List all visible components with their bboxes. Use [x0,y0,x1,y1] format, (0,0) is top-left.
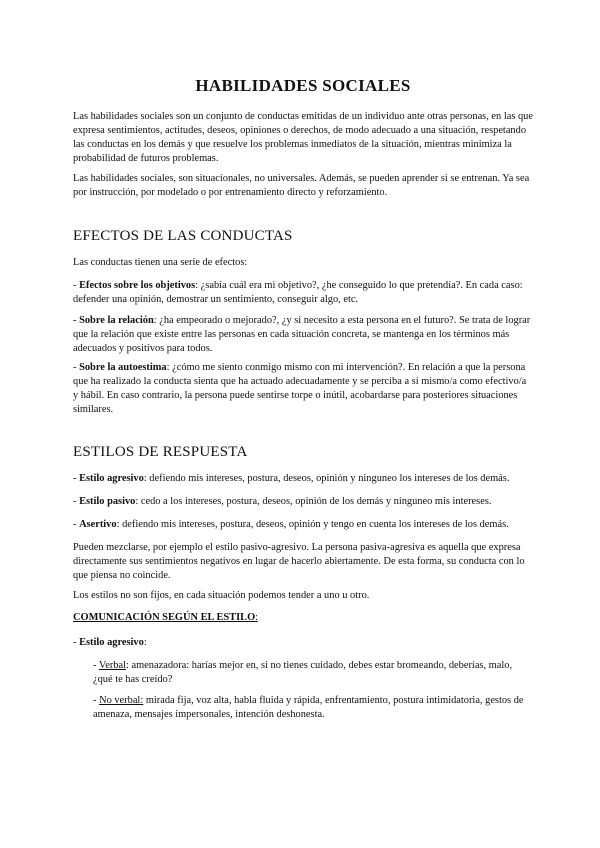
item-term: Asertivo [79,519,117,530]
bullet-dash: - [73,473,80,484]
item-text: : ¿cómo me siento conmigo mismo con mi intervención?. En relación a que la persona que ha realizado la conducta sienta que ha actuado adecuadamente y se perciba a sí mismo/a como efectivo/a y hábil. En caso contrario, la persona puede sentirse torpe o inútil, acobardarse para posteriores situaciones similares. [73,362,527,415]
intro-paragraph: Las habilidades sociales son un conjunto de conductas emitidas de un individuo ante otras personas, en las que expresa sentimientos, actitudes, deseos, opiniones o derechos, de modo adecuado a una situación, respetando las conductas en los demás y que resuelve los problemas inmediatos de la situación, mientras minimiza la probabilidad de futuros problemas. [73,111,533,164]
section-heading-efectos: EFECTOS DE LAS CONDUCTAS [73,228,293,244]
bullet-dash: - [93,660,99,671]
bullet-dash: - [73,362,80,373]
item-text: : defiendo mis intereses, postura, deseos, opinión y ninguneo los intereses de los demás. [143,473,510,484]
item-text: : cedo a los intereses, postura, deseos, opinión de los demás y ninguneo mis intereses. [135,496,492,507]
bullet-dash: - [73,519,80,530]
estilos-item [73,495,533,509]
estilos-item [73,518,533,532]
item-text: : amenazadora: harías mejor en, si no tienes cuidado, debes estar bromeando, deberías, malo, ¿qué te has creído? [93,660,513,685]
efectos-item [73,279,533,307]
item-text: : ¿sabía cuál era mi objetivo?, ¿he conseguido lo que pretendía?. En cada caso: defender una opinión, demostrar un sentimiento, conseguir algo, etc. [73,280,523,305]
page-title: HABILIDADES SOCIALES [195,76,411,95]
bullet-dash: - [73,637,80,648]
bullet-dash: - [73,496,80,507]
efectos-item [73,314,533,356]
item-term: Efectos sobre los objetivos [79,280,196,291]
subheading-comunicacion: COMUNICACIÓN SEGÚN EL ESTILO: [73,612,259,623]
efectos-lead: Las conductas tienen una serie de efectos: [73,257,248,268]
estilos-paragraph: Los estilos no son fijos, en cada situación podemos tender a uno u otro. [73,590,370,601]
bullet-dash: - [93,695,100,706]
bullet-dash: - [73,280,80,291]
item-term: Estilo agresivo [79,473,144,484]
estilos-item [73,472,533,486]
item-term: Sobre la autoestima [79,362,167,373]
intro-paragraph: Las habilidades sociales, son situacionales, no universales. Además, se pueden aprender si se entrenan. Ya sea por instrucción, por modelado o por entrenamiento directo y reforzamiento. [73,173,530,198]
item-term: Estilo pasivo [79,496,136,507]
item-text: : ¿ha empeorado o mejorado?, ¿y si necesito a esta persona en el futuro?. Se trata de lograr que la relación que existe entre las personas en cada situación concreta, se mantenga en los términos más adecuados y positivos para todos. [73,315,531,354]
item-term: Estilo agresivo [79,637,144,648]
efectos-item [73,361,533,417]
item-text: mirada fija, voz alta, habla fluida y rápida, enfrentamiento, postura intimidatoria, gestos de amenaza, mensajes impersonales, intención deshonesta. [93,695,524,720]
item-label: Verbal [98,660,126,671]
item-label: No verbal: [99,695,144,706]
comunicacion-style: - Estilo agresivo: [73,637,147,648]
bullet-dash: - [73,315,80,326]
section-heading-estilos: ESTILOS DE RESPUESTA [73,444,248,460]
verbal-item [93,659,533,687]
item-term: Sobre la relación [79,315,154,326]
item-text: : defiendo mis intereses, postura, deseos, opinión y tengo en cuenta los intereses de los demás. [116,519,509,530]
estilos-paragraph: Pueden mezclarse, por ejemplo el estilo pasivo-agresivo. La persona pasiva-agresiva es aquella que expresa directamente sus sentimientos negativos en lugar de hacerlo abiertamente. De esta forma, su conducta con lo que piensa no coincide. [73,542,525,581]
noverbal-item [93,694,533,722]
